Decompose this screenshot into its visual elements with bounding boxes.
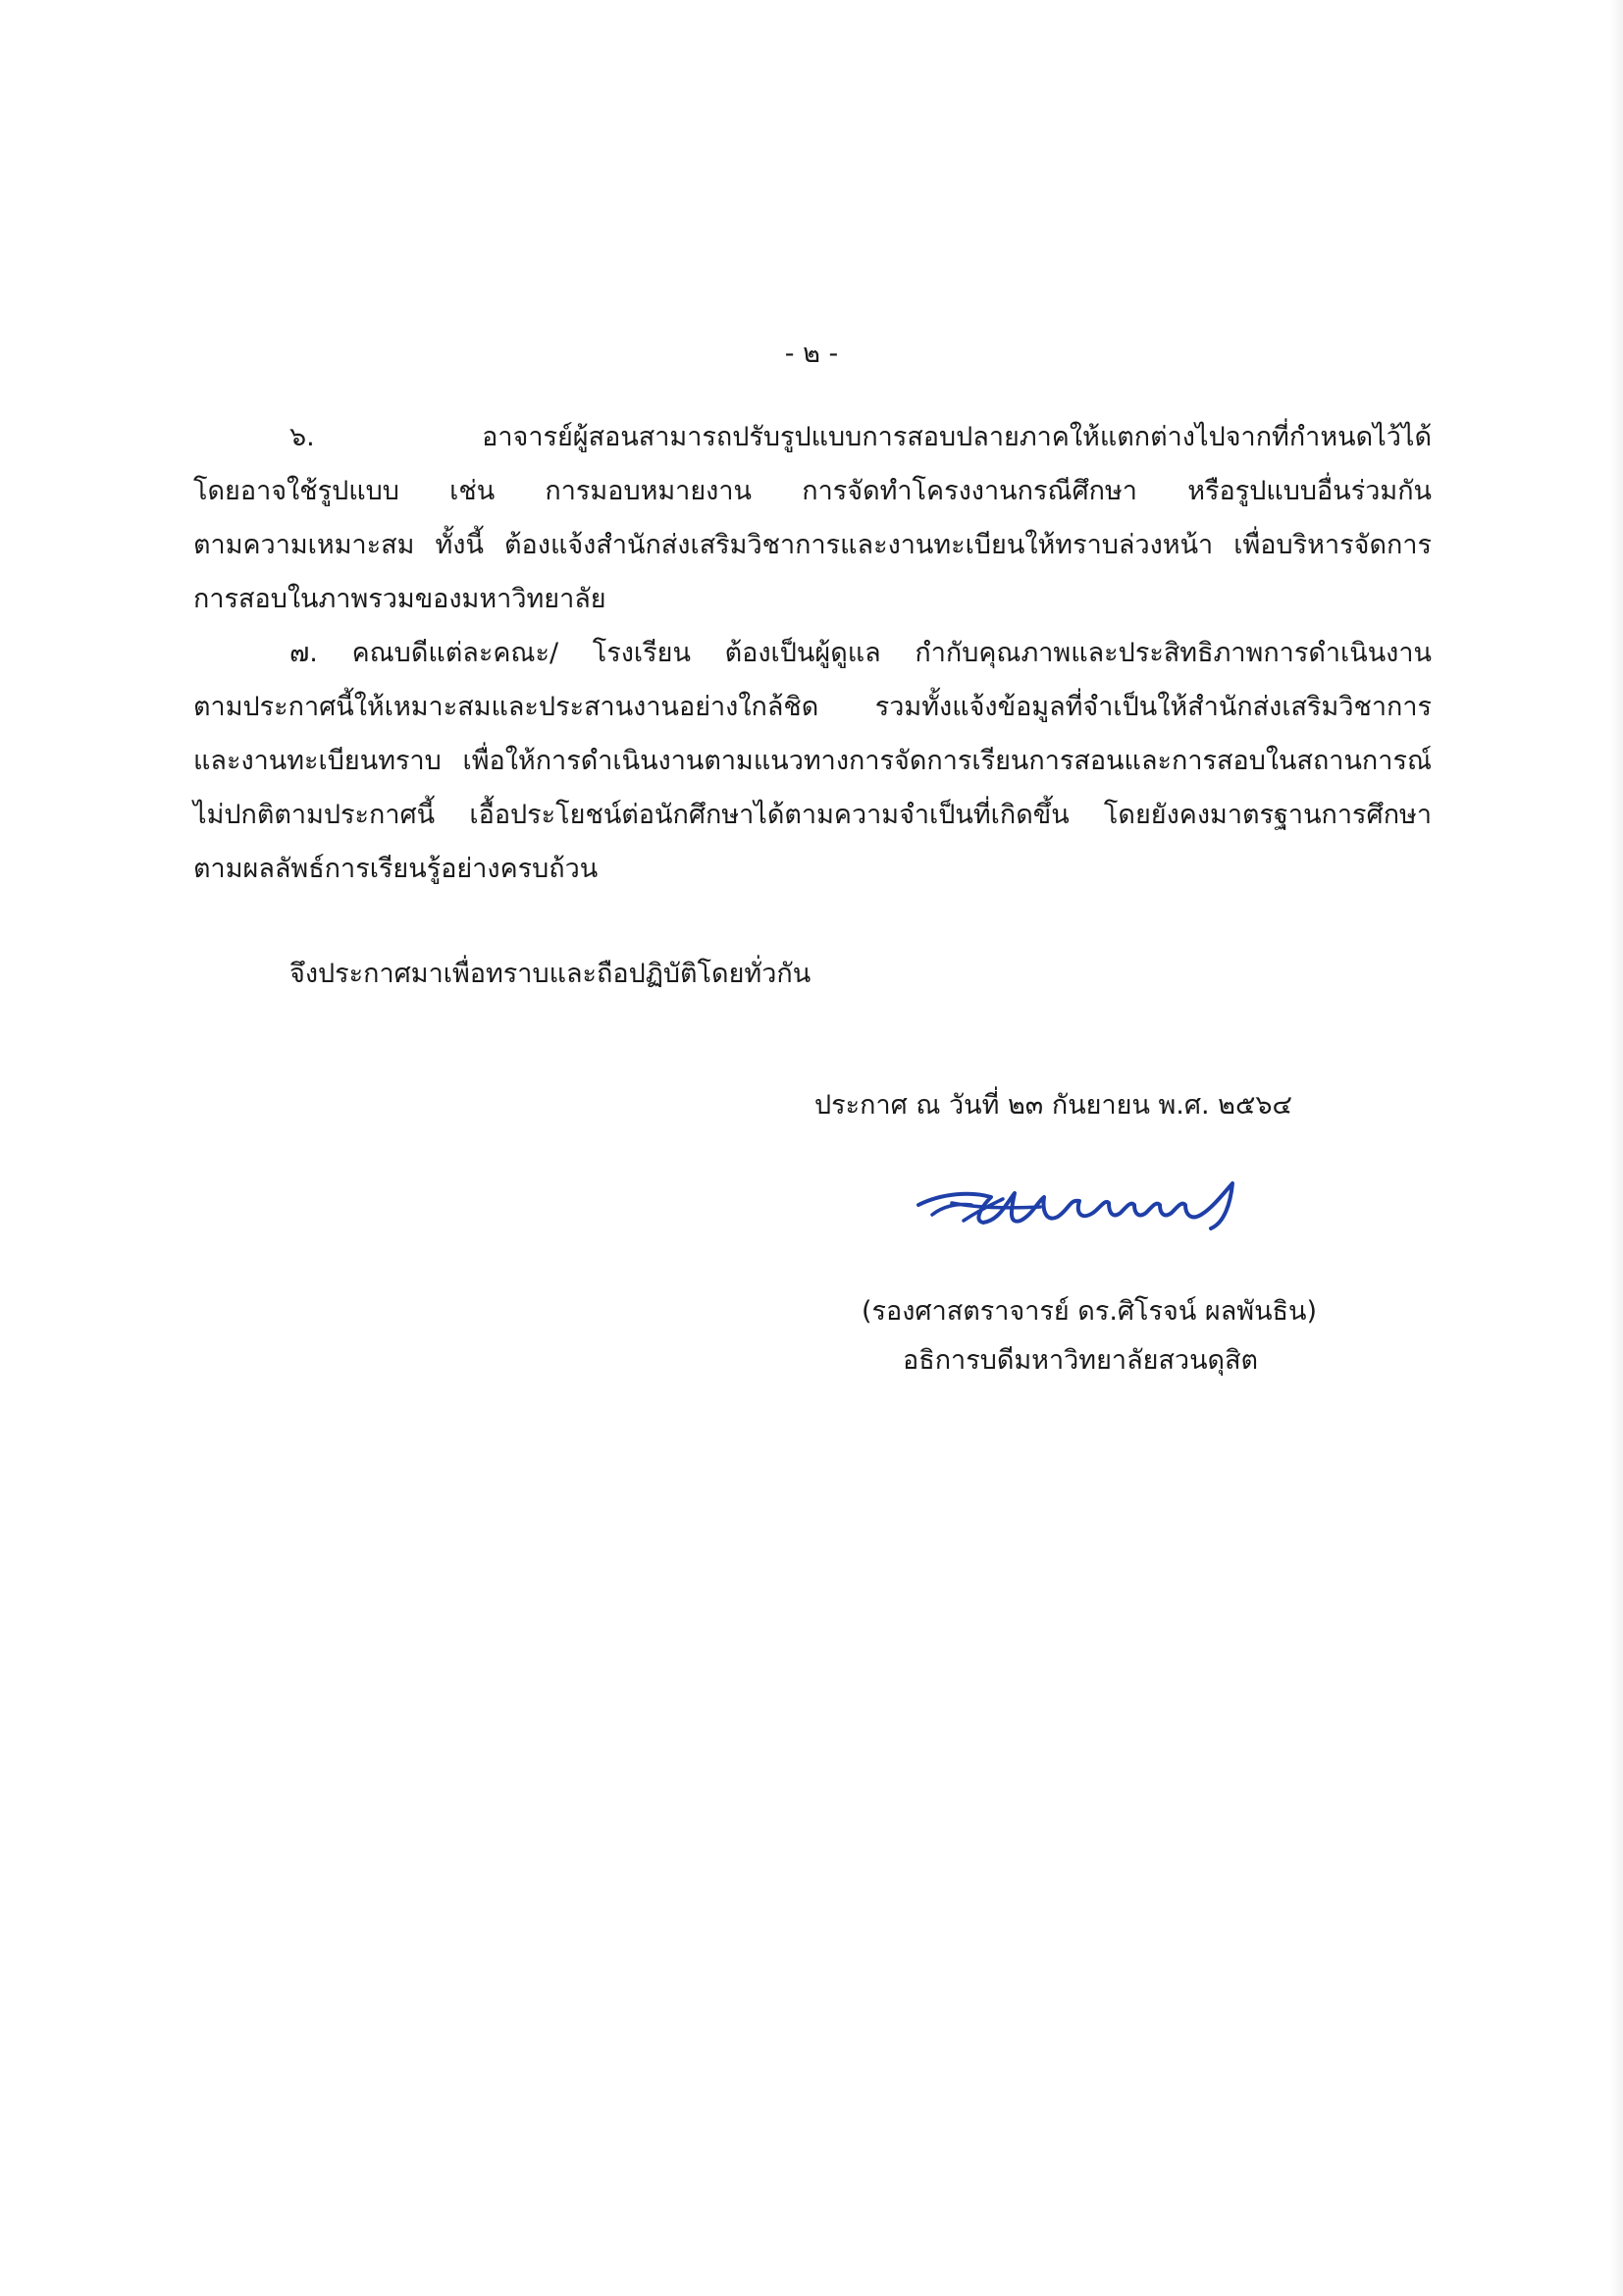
signature-image: [913, 1164, 1256, 1252]
item-6-line-3: ตามความเหมาะสม ทั้งนี้ ต้องแจ้งสำนักส่งเสริมวิชาการและงานทะเบียนให้ทราบล่วงหน้า เพื่อบริหารจัดการ: [193, 530, 1432, 560]
announcement-body: [193, 410, 1432, 896]
item-7-line-4: ไม่ปกติตามประกาศนี้ เอื้อประโยชน์ต่อนักศึกษาได้ตามความจำเป็นที่เกิดขึ้น โดยยังคงมาตรฐานการศึกษา: [193, 800, 1432, 830]
signer-name: (รองศาสตราจารย์ ดร.ศิโรจน์ ผลพันธิน): [862, 1296, 1318, 1327]
item-6-line-2: โดยอาจใช้รูปแบบ เช่น การมอบหมายงาน การจัดทำโครงงานกรณีศึกษา หรือรูปแบบอื่นร่วมกัน: [193, 476, 1432, 506]
signer-title: อธิการบดีมหาวิทยาลัยสวนดุสิต: [903, 1345, 1259, 1376]
item-7-line-3: และงานทะเบียนทราบ เพื่อให้การดำเนินงานตามแนวทางการจัดการเรียนการสอนและการสอบในสถานการณ์: [193, 746, 1432, 776]
item-6-line-1: ๖. อาจารย์ผู้สอนสามารถปรับรูปแบบการสอบปลายภาคให้แตกต่างไปจากที่กำหนดไว้ได้: [289, 422, 1432, 452]
closing-statement: จึงประกาศมาเพื่อทราบและถือปฏิบัติโดยทั่วกัน: [289, 959, 812, 989]
item-7-line-2: ตามประกาศนี้ให้เหมาะสมและประสานงานอย่างใกล้ชิด รวมทั้งแจ้งข้อมูลที่จำเป็นให้สำนักส่งเสริมวิชาการ: [193, 692, 1432, 722]
item-6-line-4: การสอบในภาพรวมของมหาวิทยาลัย: [193, 584, 606, 614]
item-7-line-1: ๗. คณบดีแต่ละคณะ/ โรงเรียน ต้องเป็นผู้ดูแล กำกับคุณภาพและประสิทธิภาพการดำเนินงาน: [289, 638, 1432, 668]
item-7: [193, 626, 1432, 896]
item-6: [193, 410, 1432, 626]
item-7-line-5: ตามผลลัพธ์การเรียนรู้อย่างครบถ้วน: [193, 854, 599, 884]
announcement-date: ประกาศ ณ วันที่ ๒๓ กันยายน พ.ศ. ๒๕๖๔: [814, 1090, 1292, 1121]
page-number: - ๒ -: [784, 339, 839, 369]
